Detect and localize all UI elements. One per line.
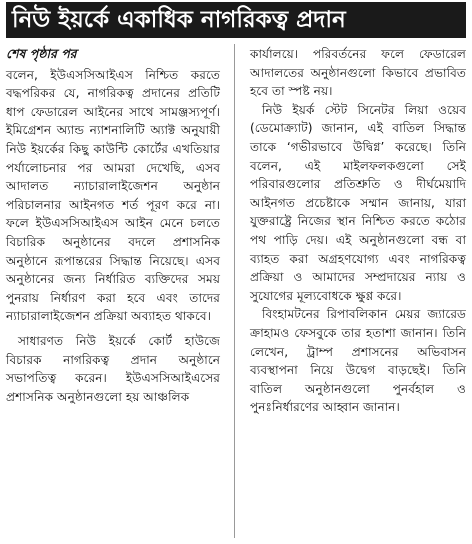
article-column-right [250,45,466,417]
article-paragraph: সাধারণত নিউ ইয়র্কে কোর্ট হাউজে বিচারক নাগরিকত্ব প্রদান অনুষ্ঠানে সভাপতিত্ব করেন। ইউএসসিআইএসের প্রশাসনিক অনুষ্ঠানগুলো হয় আঞ্চলিক [6,333,220,404]
column-divider [234,44,235,538]
headline-bar [0,0,472,40]
article-paragraph: বিংহামটনের রিপাবলিকান মেয়র জ্যারেড ক্রাহামও ফেসবুকে তার হতাশা জানান। তিনি লেখেন, ট্রাম্প প্রশাসনের অভিবাসন ব্যবস্থাপনা নিয়ে উদ্বেগ বাড়ছেই। তিনি বাতিল অনুষ্ঠানগুলো পুনর্বহাল ও পুনঃনির্ধারণের আহ্বান জানান। [250,307,466,415]
article-headline: নিউ ইয়র্কে একাধিক নাগরিকত্ব প্রদান [6,2,466,38]
article-column-left [6,45,220,406]
article-paragraph: কার্যালয়ে। পরিবর্তনের ফলে ফেডারেল আদালতের অনুষ্ঠানগুলো কিভাবে প্রভাবিত হবে তা স্পষ্ট নয়। [250,47,466,99]
article-paragraph: নিউ ইয়র্ক স্টেট সিনেটর লিয়া ওয়েব (ডেমোক্র্যাট) জানান, এই বাতিল সিদ্ধান্ত তাকে ‘গভীরভাবে উদ্বিগ্ন’ করেছে। তিনি বলেন, এই মাইলফলকগুলো সেই পরিবারগুলোর প্রতিশ্রুতি ও দীর্ঘমেয়াদি আইনগত প্রচেষ্টাকে সম্মান জানায়, যারা যুক্তরাষ্ট্রে নিজের স্থান নিশ্চিত করতে কঠোর পথ পাড়ি দেয়। এই অনুষ্ঠানগুলো বন্ধ বা ব্যাহত করা অগ্রহণযোগ্য এবং নাগরিকত্ব প্রক্রিয়া ও আমাদের সম্প্রদায়ের ন্যায় ও সুযোগের মূল্যবোধকে ক্ষুণ্ণ করে। [250,102,466,303]
continuation-kicker: শেষ পৃষ্ঠার পর [6,46,77,61]
article-paragraph: বলেন, ইউএসসিআইএস নিশ্চিত করতে বদ্ধপরিকর যে, নাগরিকত্ব প্রদানের প্রতিটি ধাপ ফেডারেল আইনের সাথে সামঞ্জস্যপূর্ণ। ইমিগ্রেশন অ্যান্ড ন্যাশনালিটি অ্যাক্ট অনুযায়ী নিউ ইয়র্কের কিছু কাউন্টি কোর্টের এখতিয়ার পর্যালোচনার পর আমরা দেখেছি, এসব আদালত ন্যাচারালাইজেশন অনুষ্ঠান পরিচালনার আইনগত শর্ত পূরণ করে না। ফলে ইউএসসিআইএস আইন মেনে চলতে বিচারিক অনুষ্ঠানের বদলে প্রশাসনিক অনুষ্ঠানে রূপান্তরের সিদ্ধান্ত নিয়েছে। এসব অনুষ্ঠানের জন্য নির্ধারিত ব্যক্তিদের সময় পুনরায় নির্ধারণ করা হবে এবং তাদের ন্যাচারালাইজেশন প্রক্রিয়া অব্যাহত থাকবে। [6,67,220,324]
